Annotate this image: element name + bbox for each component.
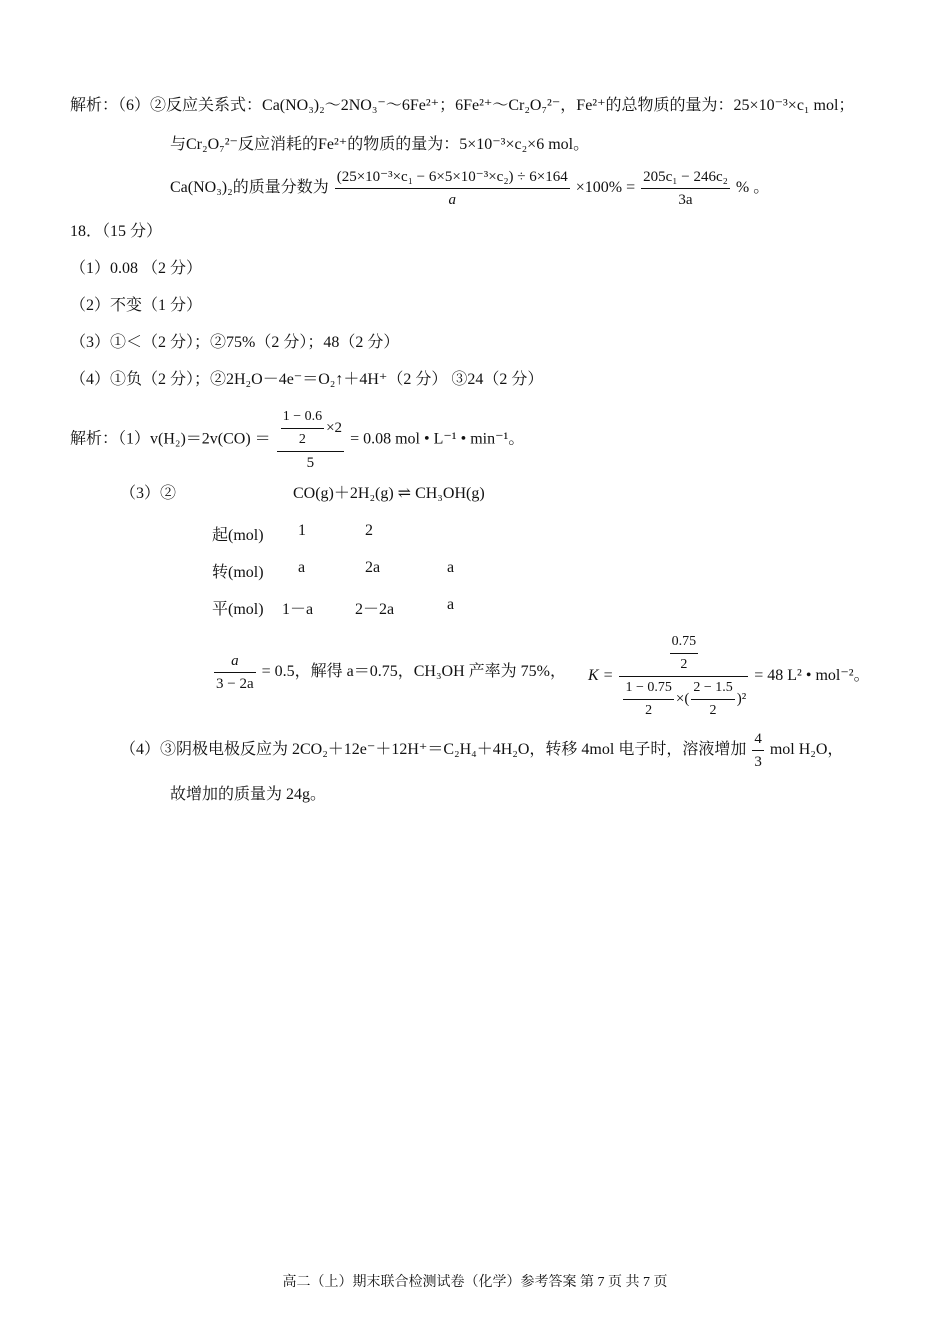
row-equilibrium-label: 平(mol) bbox=[212, 601, 264, 618]
analysis-4-line2: 故增加的质量为 24g。 bbox=[170, 786, 327, 803]
analysis-6-line1 bbox=[70, 96, 854, 116]
analysis-4-line1 bbox=[120, 730, 843, 771]
row-equilibrium-h2: 2－2a bbox=[355, 601, 395, 618]
row-change-label: 转(mol) bbox=[212, 564, 264, 581]
k-h2-denominator: 2 bbox=[709, 703, 717, 718]
rate-formula bbox=[277, 408, 344, 472]
yield-text: = 0.5，解得 a＝0.75，CH₃OH 产率为 75%， bbox=[261, 663, 566, 681]
water-numerator: 4 bbox=[752, 730, 764, 751]
k-label: K = bbox=[588, 667, 614, 685]
mass-fraction-result-numerator: 205c₁ − 246c₂ bbox=[641, 168, 730, 189]
answer-18-4: （4）①负（2 分）；②2H₂O－4e⁻＝O₂↑＋4H⁺（2 分） ③24（2 分） bbox=[70, 371, 544, 388]
mass-fraction-suffix: % 。 bbox=[735, 179, 770, 197]
k-h2-numerator: 2 − 1.5 bbox=[691, 679, 734, 700]
rate-inner-denominator: 2 bbox=[298, 432, 306, 447]
answer-18-1: （1）0.08 （2 分） bbox=[70, 260, 203, 277]
rate-times-two: ×2 bbox=[326, 419, 343, 436]
analysis-6-total-fe: Fe²⁺的总物质的量为：25×10⁻³×c₁ mol； bbox=[576, 97, 855, 114]
rate-inner-numerator: 1 − 0.6 bbox=[281, 408, 324, 429]
k-top-denominator: 2 bbox=[680, 657, 688, 672]
yield-line bbox=[212, 652, 566, 693]
k-numerator bbox=[619, 633, 748, 677]
k-denominator bbox=[619, 677, 748, 720]
k-top-fraction bbox=[670, 633, 699, 674]
mass-fraction-result-denominator: 3a bbox=[678, 192, 693, 208]
row-change-co: a bbox=[298, 559, 306, 576]
mass-fraction-prefix: Ca(NO₃)₂的质量分数为 bbox=[170, 179, 329, 197]
row-initial-label: 起(mol) bbox=[212, 527, 264, 544]
page-footer: 高二（上）期末联合检测试卷（化学）参考答案 第 7 页 共 7 页 bbox=[282, 1275, 668, 1290]
yield-denominator: 3 − 2a bbox=[216, 676, 254, 692]
row-equilibrium-ch3oh: a bbox=[447, 596, 455, 613]
analysis-4-prefix: （4）③阴极电极反应为 2CO₂＋12e⁻＋12H⁺＝C₂H₄＋4H₂O，转移 4mol 电子时，溶液增加 bbox=[120, 741, 747, 759]
k-times: ×( bbox=[675, 690, 690, 707]
mass-fraction-mid: ×100% = bbox=[575, 179, 636, 197]
k-h2-fraction bbox=[691, 679, 734, 720]
yield-numerator: a bbox=[214, 652, 256, 673]
k-top-numerator: 0.75 bbox=[670, 633, 699, 654]
rate-numerator bbox=[277, 408, 344, 452]
k-close-square: )² bbox=[736, 690, 747, 707]
equilibrium-equation: CO(g)＋2H₂(g) ⇌ CH₃OH(g) bbox=[293, 485, 485, 502]
row-equilibrium-co: 1－a bbox=[282, 601, 314, 618]
analysis-6-relation: Ca(NO₃)₂～2NO₃⁻～6Fe²⁺；6Fe²⁺～Cr₂O₇²⁻， bbox=[262, 97, 577, 114]
water-fraction bbox=[752, 730, 764, 771]
analysis-6-line3 bbox=[170, 168, 769, 209]
mass-fraction-denominator: a bbox=[448, 192, 456, 208]
yield-fraction bbox=[214, 652, 256, 693]
answer-18-3: （3）①＜（2 分）；②75%（2 分）；48（2 分） bbox=[70, 334, 400, 351]
row-initial-co: 1 bbox=[298, 522, 306, 539]
row-initial-h2: 2 bbox=[365, 522, 373, 539]
analysis-6-label: 解析：（6）②反应关系式： bbox=[70, 97, 263, 114]
rate-denominator: 5 bbox=[306, 455, 315, 471]
question-18-header: 18．（15 分） bbox=[70, 223, 163, 240]
rate-result: = 0.08 mol • L⁻¹ • min⁻¹。 bbox=[350, 430, 525, 448]
row-change-ch3oh: a bbox=[447, 559, 455, 576]
k-line bbox=[588, 633, 870, 720]
row-change-h2: 2a bbox=[365, 559, 381, 576]
analysis-1-line bbox=[70, 408, 524, 472]
mass-fraction-numerator: (25×10⁻³×c₁ − 6×5×10⁻³×c₂) ÷ 6×164 bbox=[335, 168, 570, 189]
analysis-1-label: 解析：（1）v(H₂)＝2v(CO) ＝ bbox=[70, 430, 271, 448]
water-denominator: 3 bbox=[754, 754, 762, 770]
rate-inner-fraction bbox=[281, 408, 324, 449]
k-result: = 48 L² • mol⁻²。 bbox=[754, 667, 870, 685]
analysis-4-suffix: mol H₂O， bbox=[769, 741, 844, 759]
k-co-denominator: 2 bbox=[645, 703, 653, 718]
mass-fraction-result bbox=[641, 168, 730, 209]
analysis-3-label: （3）② bbox=[120, 485, 177, 502]
analysis-6-line2: 与Cr₂O₇²⁻反应消耗的Fe²⁺的物质的量为：5×10⁻³×c₂×6 mol。 bbox=[170, 136, 590, 153]
k-co-numerator: 1 − 0.75 bbox=[623, 679, 673, 700]
k-formula bbox=[619, 633, 748, 720]
mass-fraction-formula bbox=[335, 168, 570, 209]
answer-18-2: （2）不变（1 分） bbox=[70, 297, 203, 314]
k-co-fraction bbox=[623, 679, 673, 720]
